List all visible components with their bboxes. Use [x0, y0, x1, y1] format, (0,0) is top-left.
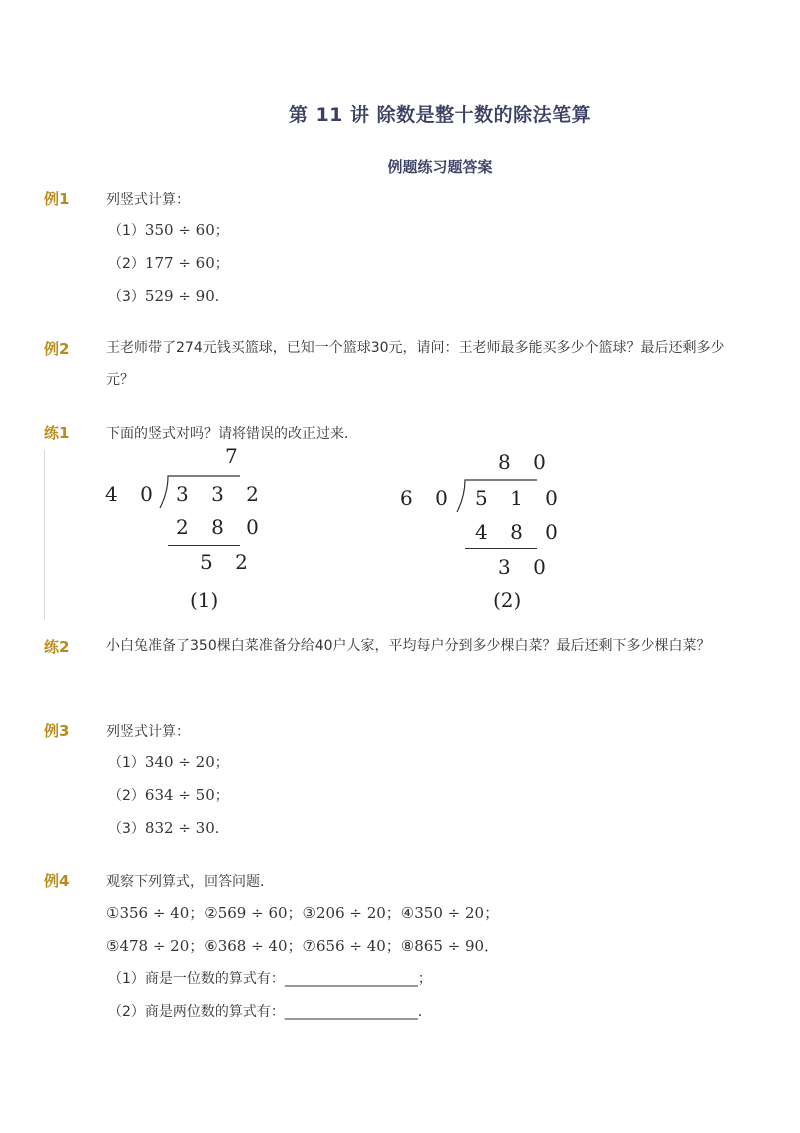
- example-1-item-2: （2）177 ÷ 60；: [108, 254, 229, 272]
- division-2-quotient: 8 0: [498, 450, 554, 474]
- practice-2-text: 小白兔准备了350棵白菜准备分给40户人家，平均每户分到多少棵白菜？最后还剩下多少棵白菜？: [106, 638, 711, 654]
- division-1-dividend: 3 3 2: [176, 482, 267, 506]
- example-1-item-3: （3）529 ÷ 90．: [108, 287, 229, 305]
- example-3-item-1: （1）340 ÷ 20；: [108, 753, 229, 771]
- left-margin-rule: [44, 450, 45, 620]
- example-4-expressions-row-1: ①356 ÷ 40；②569 ÷ 60；③206 ÷ 20；④350 ÷ 20；: [106, 904, 500, 922]
- example-2-text: 王老师带了274元钱买篮球，已知一个篮球30元，请问：王老师最多能买多少个篮球？最后还剩多少元？: [106, 340, 725, 388]
- example-4-question-2: （2）商是两位数的算式有：___________________．: [108, 1004, 432, 1020]
- page-subtitle: 例题练习题答案: [387, 158, 493, 176]
- practice-1-prompt: 下面的竖式对吗？请将错误的改正过来．: [106, 426, 358, 442]
- division-2-product: 4 8 0: [475, 520, 566, 544]
- example-4-prompt: 观察下列算式，回答问题．: [106, 874, 274, 890]
- example-4-label: 例4: [44, 872, 70, 890]
- division-2-rule: [465, 548, 537, 549]
- division-2-dividend: 5 1 0: [475, 486, 566, 510]
- division-1-rule: [168, 545, 240, 546]
- division-1-caption: (1): [190, 588, 219, 612]
- division-1-divisor: 4 0: [105, 482, 161, 506]
- example-4-expressions-row-2: ⑤478 ÷ 20；⑥368 ÷ 40；⑦656 ÷ 40；⑧865 ÷ 90．: [106, 937, 500, 955]
- example-3-prompt: 列竖式计算：: [106, 724, 190, 740]
- answer-blank-1[interactable]: ___________________: [284, 971, 418, 987]
- example-3-item-3: （3）832 ÷ 30．: [108, 819, 229, 837]
- example-1-label: 例1: [44, 190, 70, 208]
- example-2-label: 例2: [44, 340, 70, 358]
- example-4-question-1: （1）商是一位数的算式有：___________________；: [108, 971, 432, 987]
- example-3-label: 例3: [44, 722, 70, 740]
- answer-blank-2[interactable]: ___________________: [284, 1004, 418, 1020]
- division-2-divisor: 6 0: [400, 486, 456, 510]
- division-1-remainder: 5 2: [200, 550, 256, 574]
- division-2-remainder: 3 0: [498, 555, 554, 579]
- example-1-prompt: 列竖式计算：: [106, 192, 190, 208]
- division-2-caption: (2): [493, 588, 522, 612]
- division-1-product: 2 8 0: [176, 515, 267, 539]
- practice-2-label: 练2: [44, 638, 70, 656]
- practice-1-label: 练1: [44, 424, 70, 442]
- division-1-quotient: 7: [225, 444, 246, 468]
- page-title: 第 11 讲 除数是整十数的除法笔算: [288, 104, 592, 126]
- example-1-item-1: （1）350 ÷ 60；: [108, 221, 229, 239]
- example-3-item-2: （2）634 ÷ 50；: [108, 786, 229, 804]
